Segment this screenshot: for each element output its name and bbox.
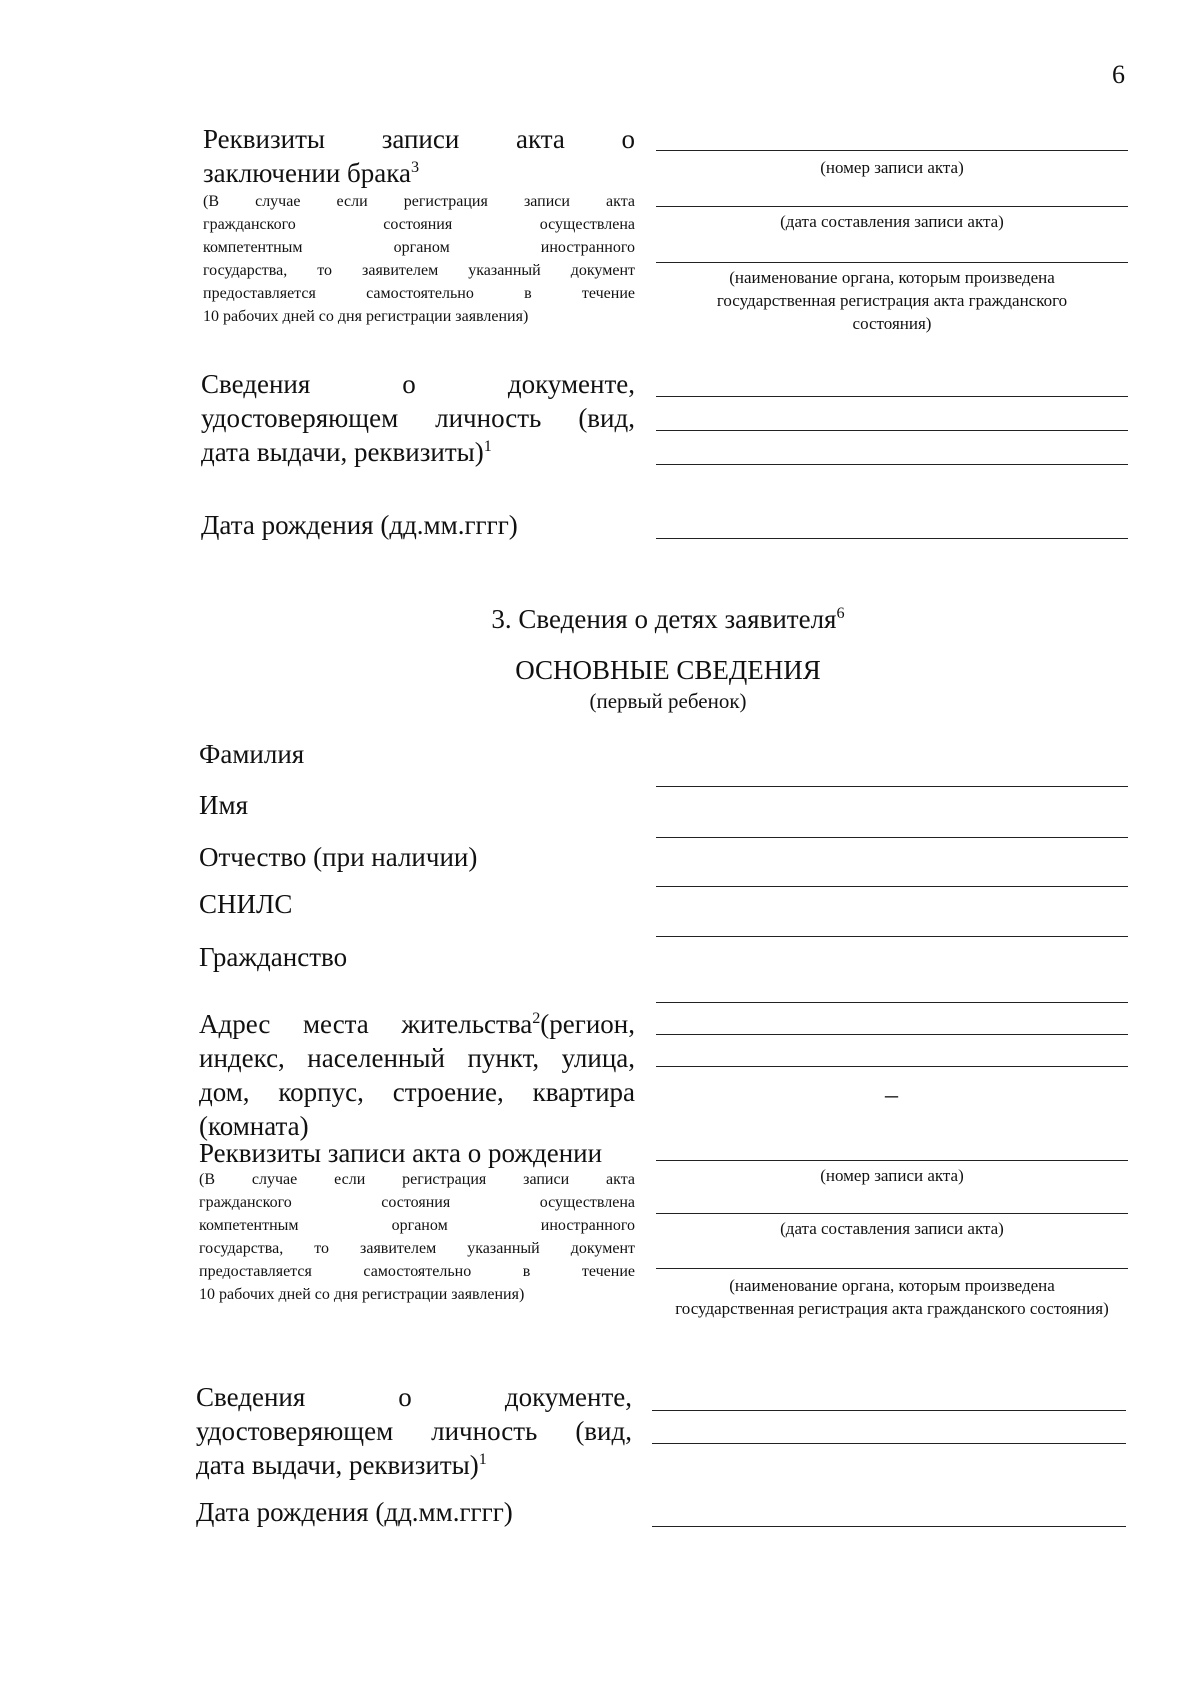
footnote-ref: 1 [483, 437, 492, 455]
name-line[interactable] [656, 837, 1128, 838]
footnote-ref: 2 [532, 1009, 541, 1027]
snils-label: СНИЛС [199, 889, 293, 919]
birth-record-authority-line[interactable] [656, 1268, 1128, 1269]
address-line-2[interactable] [656, 1066, 1128, 1067]
address-label: Адрес места жительства$^2$(регион, индекс, населенный пункт, улица, дом, корпус, строение, квартира (комната) [199, 1009, 636, 1141]
marriage-record-date-caption: (дата составления записи акта) [780, 212, 1004, 231]
footnote-ref: 6 [836, 604, 845, 622]
patronymic-label: Отчество (при наличии) [199, 842, 478, 872]
patronymic-line[interactable] [656, 886, 1128, 887]
id-document-label-2: Сведения о документе, удостоверяющем личность (вид, дата выдачи, реквизиты)$^1$ [196, 1382, 632, 1480]
marriage-record-label [203, 122, 635, 190]
marriage-record-number-line[interactable] [656, 150, 1128, 151]
marriage-record-label-line1: Реквизиты записи акта о [203, 124, 636, 154]
snils-line[interactable] [656, 936, 1128, 937]
id-document-line-3[interactable] [656, 464, 1128, 465]
footnote-ref: 1 [478, 1450, 487, 1468]
marriage-record-date-line[interactable] [656, 206, 1128, 207]
section-subtitle-note: (первый ребенок) [589, 689, 747, 713]
birth-record-label: Реквизиты записи акта о рождении [199, 1138, 603, 1168]
marriage-record-authority-caption: (наименование органа, которым произведена государственная регистрация акта гражданского состояния) [716, 268, 1068, 333]
address-dash: – [885, 1080, 898, 1109]
birth-date-2-line[interactable] [652, 1526, 1126, 1527]
section-subtitle: ОСНОВНЫЕ СВЕДЕНИЯ [515, 655, 821, 685]
birth-date-label-2: Дата рождения (дд.мм.гггг) [196, 1497, 513, 1527]
id-document-line-1[interactable] [656, 396, 1128, 397]
birth-date-label: Дата рождения (дд.мм.гггг) [201, 510, 518, 540]
footnote-ref: 3 [410, 158, 420, 176]
id-document-2-line-2[interactable] [652, 1443, 1126, 1444]
birth-record-authority-caption: (наименование органа, которым произведена государственная регистрация акта гражданского состояния) [675, 1276, 1109, 1318]
birth-record-number-line[interactable] [656, 1160, 1128, 1161]
citizenship-label: Гражданство [199, 942, 348, 972]
birth-record-note: (В случае если регистрация записи акта гражданского состояния осуществлена компетентным органом иностранного государства, то заявителем указанный документ предоставляется самостоятельно в течение 10 рабочих дней со дня регистрации заявления) [199, 1171, 635, 1303]
id-document-line-2[interactable] [656, 430, 1128, 431]
marriage-record-label-line2: заключении брака$^3$ [203, 158, 420, 188]
marriage-record-note: (В случае если регистрация записи акта гражданского состояния осуществлена компетентным органом иностранного государства, то заявителем указанный документ предоставляется самостоятельно в течение 10 рабочих дней со дня регистрации заявления) [203, 193, 635, 325]
id-document-2-line-1[interactable] [652, 1410, 1126, 1411]
marriage-record-number-caption: (номер записи акта) [820, 158, 964, 177]
citizenship-line[interactable] [656, 1002, 1128, 1003]
birth-record-date-line[interactable] [656, 1213, 1128, 1214]
section-title: 3. Сведения о детях заявителя$^6$ [491, 604, 845, 634]
id-document-label: Сведения о документе, удостоверяющем личность (вид, дата выдачи, реквизиты)$^1$ [201, 369, 635, 467]
birth-date-line[interactable] [656, 538, 1128, 539]
address-line-1[interactable] [656, 1034, 1128, 1035]
birth-record-number-caption: (номер записи акта) [820, 1166, 964, 1185]
marriage-record-authority-line[interactable] [656, 262, 1128, 263]
name-label: Имя [199, 790, 249, 820]
page-number: 6 [1112, 60, 1125, 89]
birth-record-date-caption: (дата составления записи акта) [780, 1219, 1004, 1238]
surname-label: Фамилия [199, 739, 305, 769]
surname-line[interactable] [656, 786, 1128, 787]
